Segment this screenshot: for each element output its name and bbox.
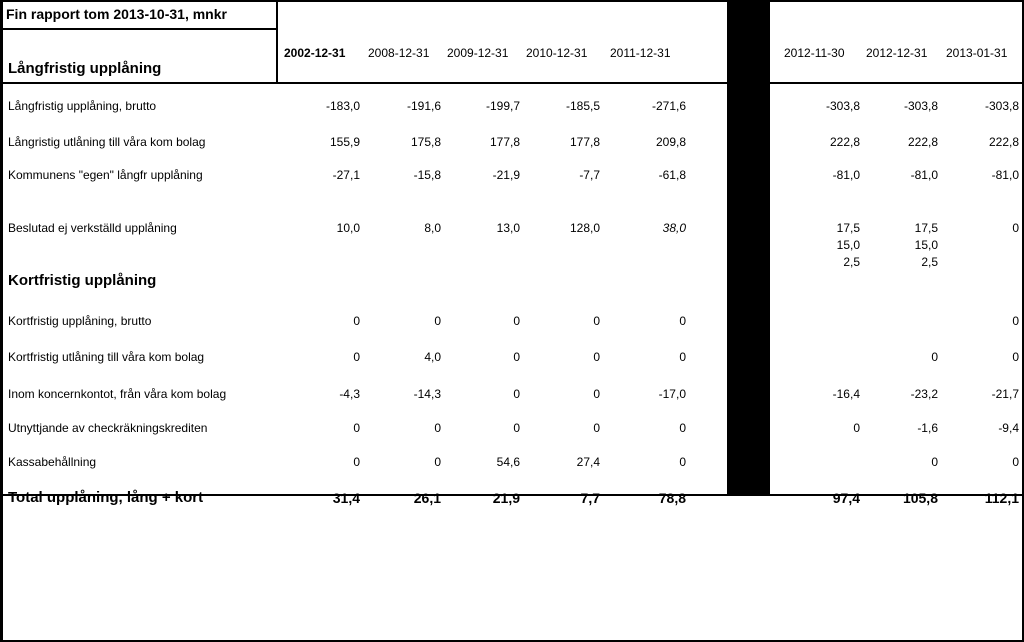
value-cell: 17,5 — [836, 221, 860, 235]
value-cell: 38,0 — [662, 221, 686, 235]
value-cell: -81,0 — [910, 168, 938, 182]
value-cell: -191,6 — [406, 99, 441, 113]
total-value-cell: 97,4 — [832, 490, 860, 506]
value-cell: -271,6 — [651, 99, 686, 113]
col-header: 2013-01-31 — [946, 46, 1008, 60]
value-cell: 0 — [679, 314, 686, 328]
row-label: Kassabehållning — [8, 455, 97, 469]
total-value-cell: 112,1 — [984, 490, 1019, 506]
value-cell: 0 — [679, 350, 686, 364]
value-cell: -183,0 — [325, 99, 360, 113]
value-cell: 0 — [593, 421, 600, 435]
section-short-term: Kortfristig upplåning — [8, 272, 157, 289]
row-label: Kortfristig utlåning till våra kom bolag — [8, 350, 205, 364]
row-label: Kommunens "egen" långfr upplåning — [8, 168, 203, 182]
value-cell: 15,0 — [836, 238, 860, 252]
row-label: Kortfristig upplåning, brutto — [8, 314, 152, 328]
total-value-cell: 105,8 — [902, 490, 938, 506]
value-cell: -27,1 — [332, 168, 360, 182]
value-cell: -81,0 — [832, 168, 860, 182]
col-header: 2012-12-31 — [866, 46, 928, 60]
value-cell: -16,4 — [832, 387, 860, 401]
value-cell: 0 — [931, 350, 938, 364]
col-header: 2002-12-31 — [284, 46, 346, 60]
value-cell: -303,8 — [903, 99, 938, 113]
value-cell: 0 — [593, 387, 600, 401]
total-value-cell: 7,7 — [580, 490, 600, 506]
value-cell: 0 — [434, 314, 441, 328]
value-cell: 0 — [853, 421, 860, 435]
value-cell: -4,3 — [339, 387, 360, 401]
row-label: Utnyttjande av checkräkningskrediten — [8, 421, 208, 435]
total-value-cell: 78,8 — [658, 490, 686, 506]
row-label: Långfristig upplåning, brutto — [8, 99, 157, 113]
value-cell: 155,9 — [329, 135, 360, 149]
value-cell: 0 — [434, 421, 441, 435]
value-cell: -21,9 — [492, 168, 520, 182]
value-cell: 0 — [513, 350, 520, 364]
value-cell: -21,7 — [991, 387, 1019, 401]
value-cell: -9,4 — [998, 421, 1019, 435]
value-cell: 0 — [1012, 455, 1019, 469]
value-cell: 0 — [1012, 314, 1019, 328]
value-cell: 0 — [679, 421, 686, 435]
value-cell: -61,8 — [658, 168, 686, 182]
value-cell: 0 — [353, 314, 360, 328]
col-header: 2009-12-31 — [447, 46, 509, 60]
value-cell: 17,5 — [914, 221, 938, 235]
value-cell: 0 — [679, 455, 686, 469]
row-label: Beslutad ej verkställd upplåning — [8, 221, 177, 235]
value-cell: -199,7 — [485, 99, 520, 113]
value-cell: -17,0 — [658, 387, 686, 401]
value-cell: 0 — [593, 314, 600, 328]
col-header: 2011-12-31 — [610, 46, 671, 60]
value-cell: 0 — [1012, 350, 1019, 364]
value-cell: -303,8 — [984, 99, 1019, 113]
value-cell: 222,8 — [829, 135, 860, 149]
value-cell: 8,0 — [424, 221, 441, 235]
value-cell: 0 — [513, 387, 520, 401]
value-cell: -81,0 — [991, 168, 1019, 182]
value-cell: 54,6 — [496, 455, 520, 469]
col-header: 2008-12-31 — [368, 46, 430, 60]
row-label: Inom koncernkontot, från våra kom bolag — [8, 387, 227, 401]
value-cell: 10,0 — [336, 221, 360, 235]
empty-rows-block[interactable] — [3, 496, 1022, 640]
row-label: Långristig utlåning till våra kom bolag — [8, 135, 206, 149]
header-block-left[interactable] — [278, 2, 727, 82]
value-cell: 0 — [931, 455, 938, 469]
value-cell: -7,7 — [579, 168, 600, 182]
value-cell: 0 — [1012, 221, 1019, 235]
value-cell: 222,8 — [907, 135, 938, 149]
value-cell: 0 — [593, 350, 600, 364]
value-cell: 0 — [513, 314, 520, 328]
value-cell: 2,5 — [843, 255, 860, 269]
report-title: Fin rapport tom 2013-10-31, mnkr — [6, 6, 227, 22]
value-cell: 177,8 — [489, 135, 520, 149]
value-cell: -1,6 — [917, 421, 938, 435]
value-cell: 0 — [353, 421, 360, 435]
value-cell: -14,3 — [413, 387, 441, 401]
col-header: 2010-12-31 — [526, 46, 588, 60]
value-cell: 209,8 — [655, 135, 686, 149]
value-cell: 128,0 — [569, 221, 600, 235]
value-cell: 0 — [434, 455, 441, 469]
col-header: 2012-11-30 — [784, 46, 845, 60]
value-cell: 175,8 — [410, 135, 441, 149]
value-cell: 15,0 — [914, 238, 938, 252]
value-cell: -15,8 — [413, 168, 441, 182]
value-cell: -23,2 — [910, 387, 938, 401]
header-block-right[interactable] — [770, 2, 1022, 82]
value-cell: 0 — [353, 455, 360, 469]
value-cell: 13,0 — [496, 221, 520, 235]
total-row-label: Total upplåning, lång + kort — [8, 489, 204, 506]
value-cell: 0 — [513, 421, 520, 435]
value-cell: 27,4 — [576, 455, 600, 469]
value-cell: -185,5 — [565, 99, 600, 113]
total-value-cell: 26,1 — [413, 490, 441, 506]
total-value-cell: 31,4 — [332, 490, 360, 506]
section-long-term: Långfristig upplåning — [8, 60, 162, 77]
value-cell: 2,5 — [921, 255, 938, 269]
value-cell: 222,8 — [988, 135, 1019, 149]
total-value-cell: 21,9 — [492, 490, 520, 506]
value-cell: 4,0 — [424, 350, 441, 364]
value-cell: 177,8 — [569, 135, 600, 149]
value-cell: 0 — [353, 350, 360, 364]
value-cell: -303,8 — [825, 99, 860, 113]
